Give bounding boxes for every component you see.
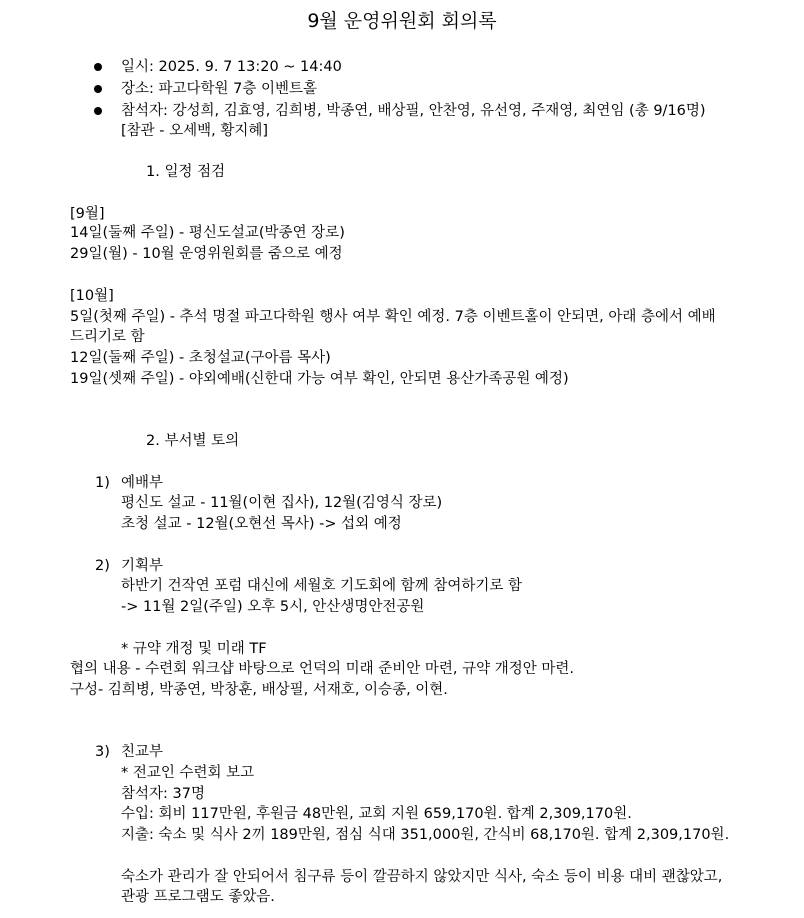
review-line: 숙소가 관리가 잘 안되어서 침구류 등이 깔끔하지 않았지만 식사, 숙소 등이 비용 대비 괜찮았고, (121, 869, 723, 885)
bullet-icon (94, 107, 102, 115)
dept3-line: 참석자: 37명 (121, 786, 205, 802)
dept1-line: 초청 설교 - 12월(오현선 목사) -> 섭외 예정 (121, 516, 402, 532)
schedule-item-continued: 드리기로 함 (70, 329, 145, 345)
dept1-number: 1) (95, 475, 110, 491)
bullet-icon (94, 85, 102, 93)
schedule-item: 19일(셋째 주일) - 야외예배(신한대 가능 여부 확인, 안되면 용산가족공원 예정) (70, 371, 569, 387)
dept3-number: 3) (95, 744, 110, 760)
schedule-item: 12일(둘째 주일) - 초청설교(구아름 목사) (70, 350, 331, 366)
document-title: 9월 운영위원회 회의록 (307, 10, 497, 32)
dept2-line: -> 11월 2일(주일) 오후 5시, 안산생명안전공원 (121, 599, 425, 615)
meeting-place: 장소: 파고다학원 7층 이벤트홀 (121, 81, 318, 97)
dept3-line: 수입: 회비 117만원, 후원금 48만원, 교회 지원 659,170원. 합계 2,309,170원. (121, 806, 632, 822)
review-line: 관광 프로그램도 좋았음. (121, 889, 275, 905)
tf-line: 협의 내용 - 수련회 워크샵 바탕으로 언덕의 미래 준비안 마련, 규약 개정안 마련. (70, 661, 574, 677)
october-header: [10월] (70, 288, 114, 304)
schedule-item: 5일(첫째 주일) - 추석 명절 파고다학원 행사 여부 확인 예정. 7층 이벤트홀이 안되면, 아래 층에서 예배 (70, 309, 716, 325)
dept2-name: 기획부 (121, 558, 164, 574)
section1-heading: 1. 일정 점검 (146, 164, 226, 180)
dept3-line: * 전교인 수련회 보고 (121, 765, 255, 781)
meeting-attendees: 참석자: 강성희, 김효영, 김희병, 박종연, 배상필, 안찬영, 유선영, 주재영, 최연임 (총 9/16명) (121, 103, 706, 119)
dept3-line: 지출: 숙소 및 식사 2끼 189만원, 점심 식대 351,000원, 간식비 68,170원. 합계 2,309,170원. (121, 827, 730, 843)
meeting-date: 일시: 2025. 9. 7 13:20 ~ 14:40 (121, 59, 342, 75)
dept2-line: 하반기 건작연 포럼 대신에 세월호 기도회에 함께 참여하기로 함 (121, 578, 523, 594)
september-header: [9월] (70, 206, 105, 222)
schedule-item: 29일(월) - 10월 운영위원회를 줌으로 예정 (70, 246, 343, 262)
tf-line: 구성- 김희병, 박종연, 박창훈, 배상필, 서재호, 이승종, 이현. (70, 682, 448, 698)
dept1-line: 평신도 설교 - 11월(이현 집사), 12월(김영식 장로) (121, 495, 443, 511)
dept1-name: 예배부 (121, 475, 164, 491)
dept2-number: 2) (95, 558, 110, 574)
tf-title: * 규약 개정 및 미래 TF (121, 641, 267, 657)
schedule-item: 14일(둘째 주일) - 평신도설교(박종연 장로) (70, 225, 345, 241)
bullet-icon (94, 63, 102, 71)
meeting-observers: [참관 - 오세백, 황지혜] (121, 123, 269, 139)
dept3-name: 친교부 (121, 744, 164, 760)
section2-heading: 2. 부서별 토의 (146, 433, 240, 449)
